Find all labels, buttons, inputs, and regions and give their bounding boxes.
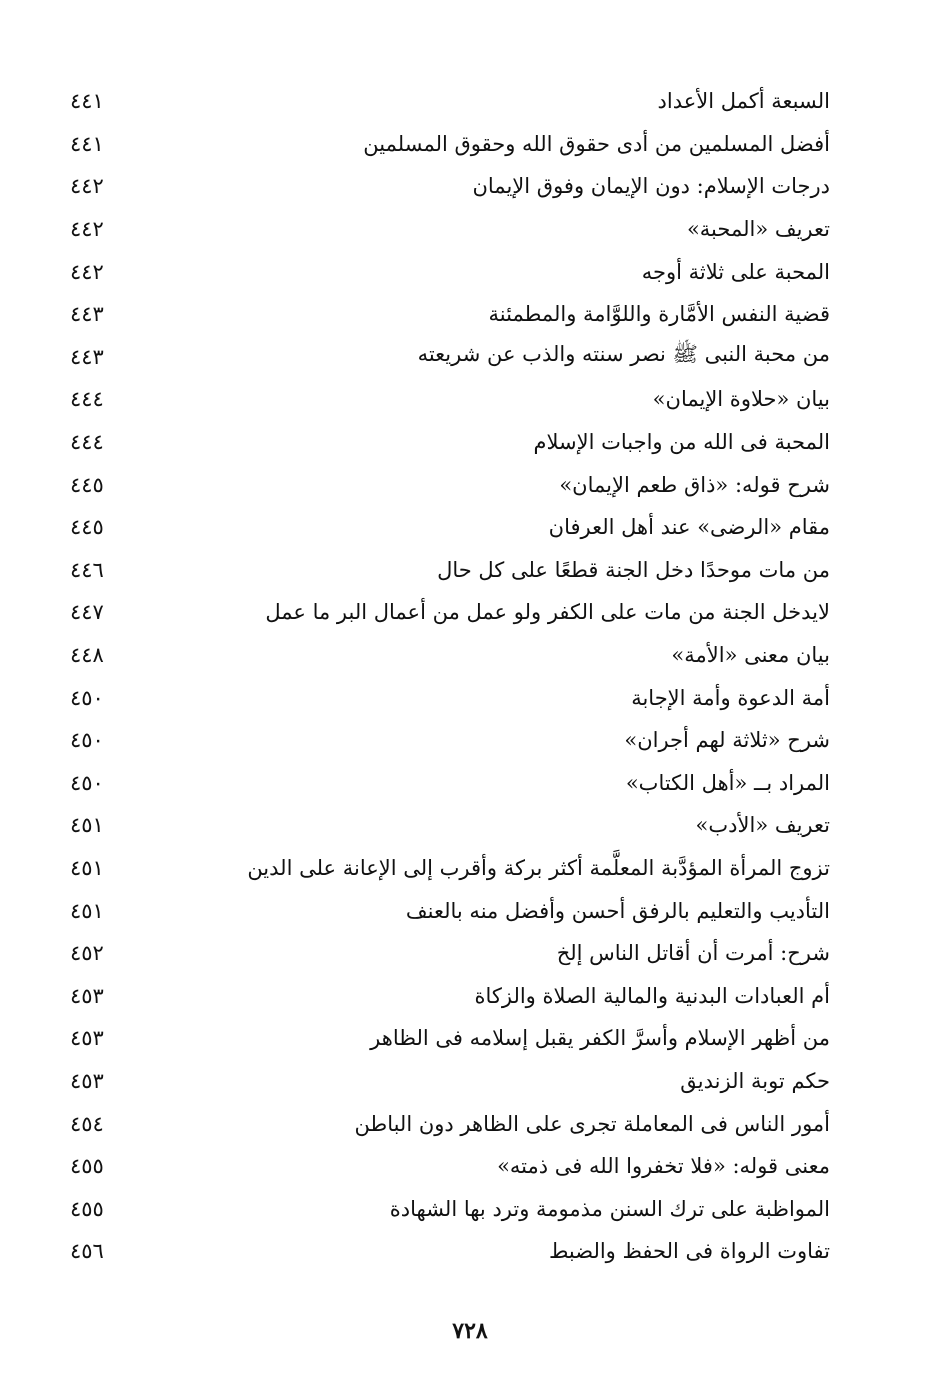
toc-entry bbox=[70, 889, 830, 932]
toc-entry-title: تعريف «الأدب» bbox=[695, 813, 830, 838]
toc-entry-page: ٤٥١ bbox=[70, 898, 104, 923]
toc-entry bbox=[70, 932, 830, 975]
toc-entry-title: من محبة النبى ﷺ نصر سنته والذب عن شريعته bbox=[417, 342, 830, 367]
toc-entry-title: بيان «حلاوة الإيمان» bbox=[652, 387, 830, 412]
toc-entry-page: ٤٥١ bbox=[70, 813, 104, 838]
toc-entry bbox=[70, 1187, 830, 1230]
toc-entry-page: ٤٤٥ bbox=[70, 472, 104, 497]
toc-entry-title: أفضل المسلمين من أدى حقوق الله وحقوق المسلمين bbox=[363, 131, 830, 156]
toc-entry-title: من مات موحدًا دخل الجنة قطعًا على كل حال bbox=[437, 557, 830, 582]
toc-entry bbox=[70, 378, 830, 421]
toc-entry-page: ٤٥٥ bbox=[70, 1196, 104, 1221]
toc-entry bbox=[70, 421, 830, 464]
toc-entry-title: درجات الإسلام: دون الإيمان وفوق الإيمان bbox=[472, 174, 830, 199]
toc-entry-title: المراد بــ «أهل الكتاب» bbox=[625, 770, 830, 795]
toc-entry-title: شرح «ثلاثة لهم أجران» bbox=[624, 728, 830, 753]
toc-entry-title: شرح: أمرت أن أقاتل الناس إلخ bbox=[556, 941, 830, 966]
toc-entry bbox=[70, 506, 830, 549]
toc-entry-title: تزوج المرأة المؤدَّبة المعلَّمة أكثر بركة وأقرب إلى الإعانة على الدين bbox=[247, 855, 830, 880]
toc-entry-page: ٤٥٠ bbox=[70, 728, 104, 753]
toc-entry-page: ٤٥٣ bbox=[70, 1068, 104, 1093]
toc-entry bbox=[70, 463, 830, 506]
toc-entry bbox=[70, 762, 830, 805]
toc-entry-page: ٤٥٤ bbox=[70, 1111, 104, 1136]
toc-entry-title: بيان معنى «الأمة» bbox=[671, 643, 830, 668]
toc-entry-title: التأديب والتعليم بالرفق أحسن وأفضل منه بالعنف bbox=[405, 898, 830, 923]
toc-entry-page: ٤٤١ bbox=[70, 89, 104, 114]
toc-entry-title: المحبة فى الله من واجبات الإسلام bbox=[533, 430, 830, 455]
toc-entry-title: حكم توبة الزنديق bbox=[680, 1068, 830, 1093]
toc-entry-title: تعريف «المحبة» bbox=[686, 217, 830, 242]
toc-entry-page: ٤٤٢ bbox=[70, 174, 104, 199]
toc-entry-title: أمة الدعوة وأمة الإجابة bbox=[631, 685, 830, 710]
toc-entry-title: أمور الناس فى المعاملة تجرى على الظاهر دون الباطن bbox=[354, 1111, 830, 1136]
toc-entry-page: ٤٥٢ bbox=[70, 941, 104, 966]
toc-entry bbox=[70, 293, 830, 336]
toc-entry bbox=[70, 165, 830, 208]
toc-entry-page: ٤٤١ bbox=[70, 131, 104, 156]
toc-entry bbox=[70, 336, 830, 379]
toc-entry-page: ٤٤٢ bbox=[70, 217, 104, 242]
toc-entry-title: لايدخل الجنة من مات على الكفر ولو عمل من أعمال البر ما عمل bbox=[265, 600, 830, 625]
toc-entry-title: قضية النفس الأمَّارة واللوَّامة والمطمئنة bbox=[488, 302, 830, 327]
toc-entry-title: المواظبة على ترك السنن مذمومة وترد بها الشهادة bbox=[389, 1196, 830, 1221]
toc-entry bbox=[70, 676, 830, 719]
toc-entry-page: ٤٤٨ bbox=[70, 643, 104, 668]
toc-entry-title: المحبة على ثلاثة أوجه bbox=[641, 259, 830, 284]
toc-entry bbox=[70, 549, 830, 592]
toc-entry-title: أم العبادات البدنية والمالية الصلاة والزكاة bbox=[474, 983, 830, 1008]
toc-entry-page: ٤٥١ bbox=[70, 855, 104, 880]
toc-entry bbox=[70, 804, 830, 847]
toc-entry-page: ٤٤٧ bbox=[70, 600, 104, 625]
toc-entry-title: تفاوت الرواة فى الحفظ والضبط bbox=[548, 1239, 830, 1264]
toc-entry bbox=[70, 208, 830, 251]
toc-entry bbox=[70, 1230, 830, 1273]
toc-entry bbox=[70, 634, 830, 677]
toc-entry-title: شرح قوله: «ذاق طعم الإيمان» bbox=[559, 472, 830, 497]
toc-entry-page: ٤٤٥ bbox=[70, 515, 104, 540]
page-number: ٧٢٨ bbox=[452, 1318, 488, 1344]
toc-entry-page: ٤٤٤ bbox=[70, 387, 104, 412]
toc-entry bbox=[70, 1017, 830, 1060]
toc-entry-page: ٤٥٣ bbox=[70, 1026, 104, 1051]
toc-entry-title: السبعة أكمل الأعداد bbox=[657, 89, 830, 114]
toc-entry bbox=[70, 123, 830, 166]
toc-entry-page: ٤٤٤ bbox=[70, 430, 104, 455]
toc-entry bbox=[70, 1102, 830, 1145]
toc-entry-page: ٤٤٦ bbox=[70, 557, 104, 582]
toc-entry bbox=[70, 80, 830, 123]
toc-entry bbox=[70, 847, 830, 890]
toc-entry bbox=[70, 974, 830, 1017]
toc-entry bbox=[70, 591, 830, 634]
toc-entry-page: ٤٤٣ bbox=[70, 344, 104, 369]
toc-entry-page: ٤٥٦ bbox=[70, 1239, 104, 1264]
toc-entry-page: ٤٥٠ bbox=[70, 685, 104, 710]
toc-entry bbox=[70, 1060, 830, 1103]
toc-entry-title: من أظهر الإسلام وأسرَّ الكفر يقبل إسلامه فى الظاهر bbox=[370, 1026, 830, 1051]
toc-entry-page: ٤٤٢ bbox=[70, 259, 104, 284]
toc-entry-title: معنى قوله: «فلا تخفروا الله فى ذمته» bbox=[497, 1154, 830, 1179]
toc-entry bbox=[70, 250, 830, 293]
toc-entry-page: ٤٥٣ bbox=[70, 983, 104, 1008]
toc-entry-title: مقام «الرضى» عند أهل العرفان bbox=[548, 515, 830, 540]
toc-entry-page: ٤٥٥ bbox=[70, 1154, 104, 1179]
toc-entry-page: ٤٥٠ bbox=[70, 770, 104, 795]
toc-entry bbox=[70, 719, 830, 762]
toc-entry-page: ٤٤٣ bbox=[70, 302, 104, 327]
table-of-contents bbox=[70, 80, 830, 1273]
toc-entry bbox=[70, 1145, 830, 1188]
